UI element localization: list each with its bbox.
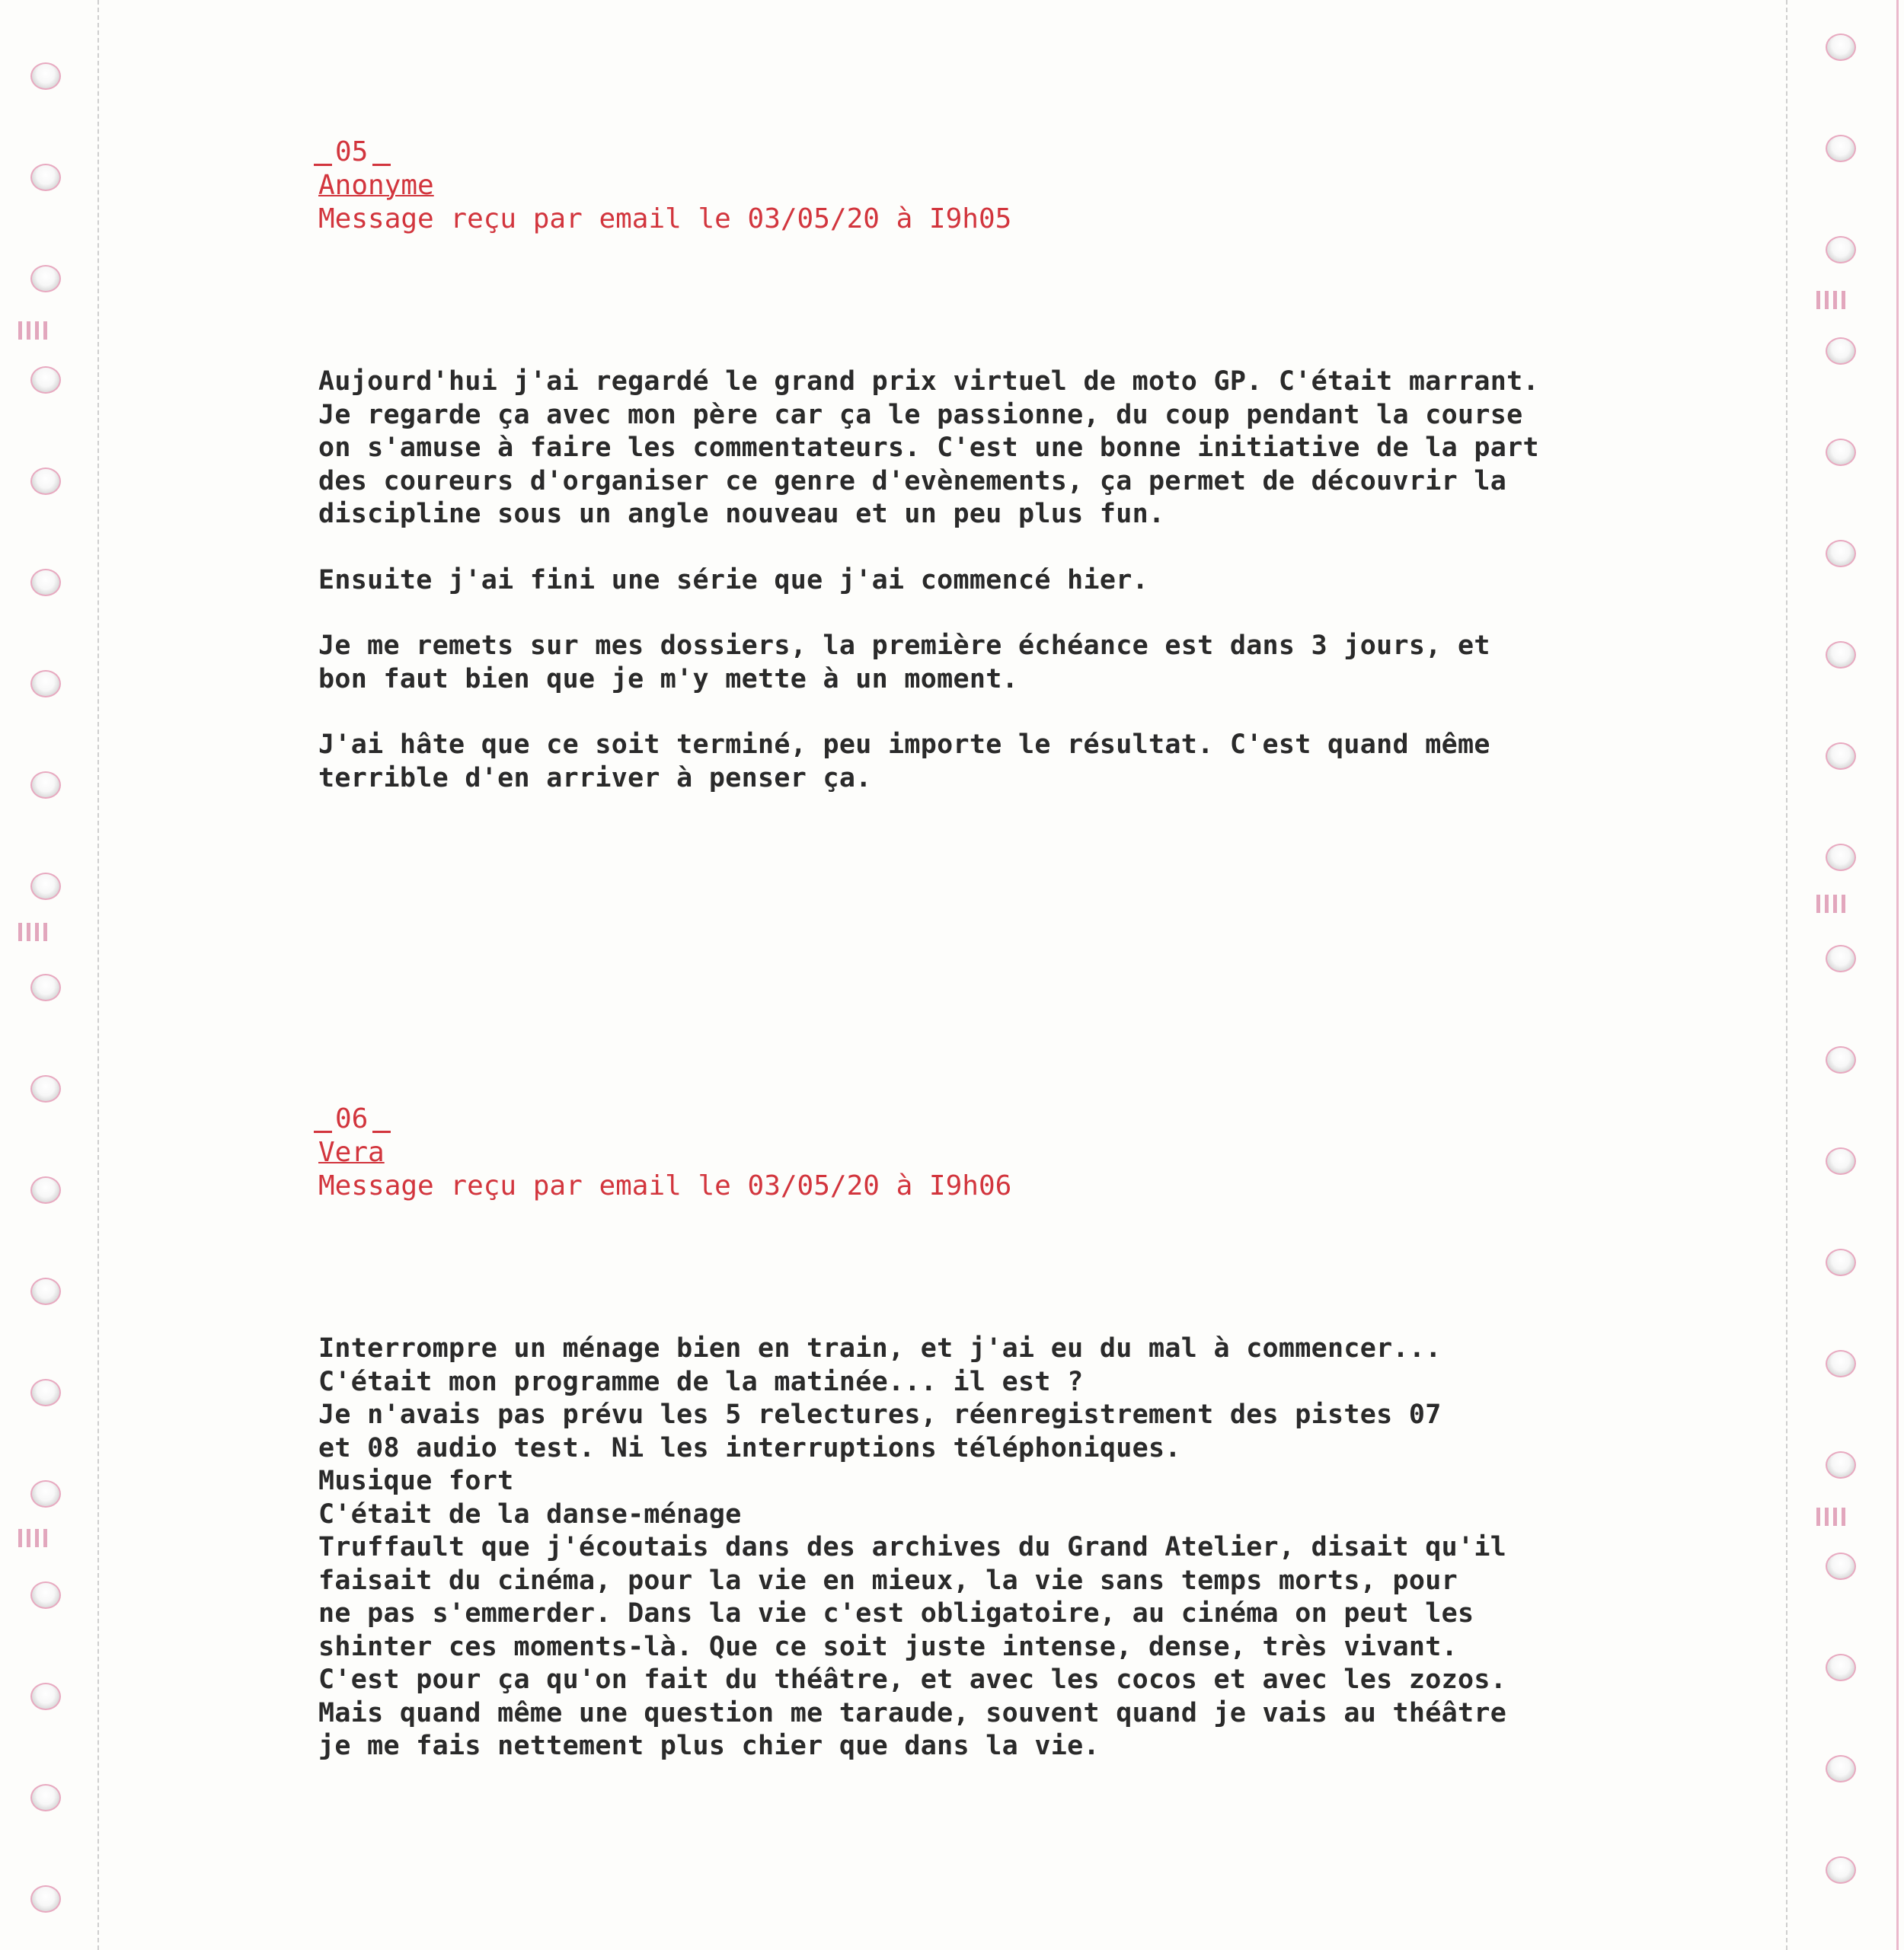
- entry-author: Anonyme: [318, 170, 434, 201]
- feed-hole: [1826, 34, 1856, 61]
- feed-hole: [30, 1885, 61, 1913]
- feed-hole: [1826, 1147, 1856, 1175]
- feed-hole: [30, 1480, 61, 1508]
- entry-number: 06: [318, 1103, 368, 1136]
- feed-hole: [30, 1075, 61, 1103]
- feed-hole: [30, 1379, 61, 1406]
- feed-hole: [1826, 1755, 1856, 1782]
- feed-hole: [1826, 641, 1856, 669]
- entry-paragraph: Ensuite j'ai fini une série que j'ai commencé hier.: [318, 564, 1148, 595]
- feed-hole: [30, 366, 61, 394]
- feed-hole: [1826, 439, 1856, 466]
- feed-hole: [30, 1784, 61, 1811]
- entry-author: Vera: [318, 1137, 385, 1168]
- feed-hole: [30, 974, 61, 1001]
- entry-paragraph: J'ai hâte que ce soit terminé, peu importe le résultat. C'est quand même terrible d'en arriver à penser ça.: [318, 729, 1490, 793]
- perforation-mark: [1816, 291, 1850, 309]
- left-perforation-strip: [0, 0, 99, 1950]
- feed-hole: [1826, 1856, 1856, 1884]
- perforation-mark: [18, 923, 52, 941]
- feed-hole: [30, 468, 61, 495]
- entry-paragraph: Interrompre un ménage bien en train, et j'ai eu du mal à commencer... C'était mon programme de la matinée... il est ? Je n'avais pas prévu les 5 relectures, réenregistrement des pistes 07 et 08 audio test. Ni les interruptions téléphoniques. Musique fort C'était de la danse-ménage Truffault que j'écoutais dans des archives du Grand Atelier, disait qu'il faisait du cinéma, pour la vie en mieux, la vie sans temps morts, pour ne pas s'emmerder. Dans la vie c'est obligatoire, au cinéma on peut les shinter ces moments-là. Que ce soit juste intense, dense, très vivant. C'est pour ça qu'on fait du théâtre, et avec les cocos et avec les zozos. Mais quand même une question me taraude, souvent quand je vais au théâtre je me fais nettement plus chier que dans la vie.: [318, 1333, 1507, 1761]
- feed-hole: [30, 670, 61, 697]
- perforation-mark: [1816, 895, 1850, 913]
- feed-hole: [30, 164, 61, 191]
- feed-hole: [30, 265, 61, 292]
- feed-hole: [30, 1581, 61, 1609]
- feed-hole: [1826, 540, 1856, 567]
- feed-hole: [1826, 337, 1856, 365]
- right-tear-line: [1786, 0, 1787, 1950]
- left-tear-line: [97, 0, 99, 1950]
- feed-hole: [1826, 742, 1856, 770]
- perforation-mark: [18, 321, 52, 340]
- perforation-mark: [1816, 1508, 1850, 1526]
- feed-hole: [1826, 236, 1856, 263]
- feed-hole: [1826, 135, 1856, 162]
- feed-hole: [30, 1278, 61, 1305]
- entry-body: [318, 1332, 1613, 1763]
- entry-received: Message reçu par email le 03/05/20 à I9h06: [318, 1170, 1012, 1202]
- feed-hole: [30, 569, 61, 596]
- entry-received: Message reçu par email le 03/05/20 à I9h05: [318, 203, 1012, 235]
- perforation-mark: [18, 1529, 52, 1547]
- entry-paragraph: Je me remets sur mes dossiers, la première échéance est dans 3 jours, et bon faut bien que je m'y mette à un moment.: [318, 630, 1490, 694]
- entry-05: [318, 136, 1613, 795]
- entry-06: [318, 1103, 1613, 1763]
- feed-hole: [1826, 1553, 1856, 1580]
- entry-number: 05: [318, 136, 368, 169]
- feed-hole: [1826, 1249, 1856, 1276]
- feed-hole: [30, 771, 61, 799]
- feed-hole: [30, 62, 61, 90]
- feed-hole: [30, 1683, 61, 1710]
- feed-hole: [1826, 1654, 1856, 1681]
- right-perforation-strip: [1786, 0, 1904, 1950]
- feed-hole: [1826, 1046, 1856, 1074]
- right-pink-edge: [1896, 0, 1899, 1950]
- feed-hole: [1826, 945, 1856, 972]
- feed-hole: [30, 873, 61, 900]
- feed-hole: [1826, 844, 1856, 871]
- entry-body: [318, 365, 1613, 795]
- feed-hole: [1826, 1350, 1856, 1377]
- entry-paragraph: Aujourd'hui j'ai regardé le grand prix virtuel de moto GP. C'était marrant. Je regarde ça avec mon père car ça le passionne, du coup pendant la course on s'amuse à faire les commentateurs. C'est une bonne initiative de la part des coureurs d'organiser ce genre d'evènements, ça permet de découvrir la discipline sous un angle nouveau et un peu plus fun.: [318, 366, 1539, 529]
- feed-hole: [30, 1176, 61, 1204]
- feed-hole: [1826, 1451, 1856, 1479]
